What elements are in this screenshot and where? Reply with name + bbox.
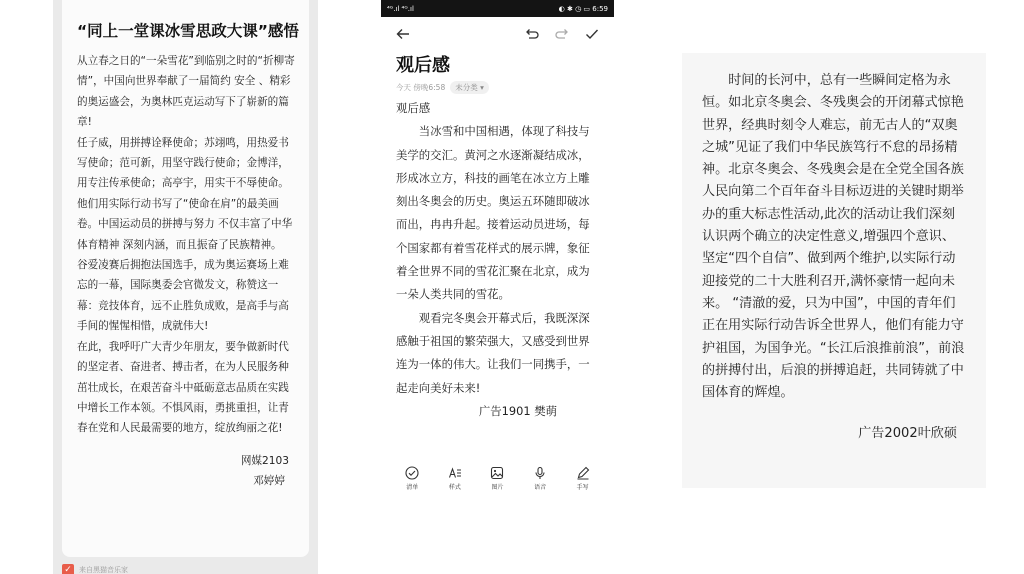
category-dropdown[interactable]: 未分类 ▾ bbox=[450, 81, 489, 94]
left-essay-title: “同上一堂课冰雪思政大课”感悟 bbox=[77, 22, 299, 40]
voice-button[interactable] bbox=[526, 466, 554, 496]
undo-icon[interactable] bbox=[524, 26, 540, 42]
status-icons: ◐ ✱ ◷ ▭ 6:59 bbox=[558, 4, 608, 13]
note-bottom-toolbar bbox=[381, 466, 614, 496]
checkbox-icon[interactable]: ✓ bbox=[62, 564, 74, 574]
tool-label: 语音 bbox=[534, 484, 547, 491]
signal-icon: ⁴ᴳ.ıl ⁴ᴳ.ıl bbox=[387, 4, 414, 13]
note-paragraph: 观看完冬奥会开幕式后，我既深深感触于祖国的繁荣强大，又感受到世界连为一体的伟大。让我们一同携手，一起走向美好未来! bbox=[396, 310, 590, 395]
left-essay-signature bbox=[77, 451, 295, 491]
checklist-button[interactable] bbox=[398, 466, 426, 496]
phone-notes-screen bbox=[381, 0, 614, 500]
tool-label: 手写 bbox=[576, 484, 589, 491]
tool-label: 样式 bbox=[448, 484, 461, 491]
left-essay-paragraph: 任子威，用拼搏诠释使命；苏翊鸣，用热爱书写使命；范可新，用坚守践行使命；金博洋，用专注传承使命；高亭宇，用实干不辱使命。他们用实际行动书写了“使命在肩”的最美画卷。中国运动员的拼搏与努力 不仅丰富了中华体育精神 深刻内涵，而且振奋了民族精神。 bbox=[77, 136, 293, 251]
left-essay-paragraph: 谷爱凌赛后拥抱法国选手，成为奥运赛场上难忘的一幕，国际奥委会官微发文，称赞这一幕：竞技体育，远不止胜负成败，是高手与高手间的惺惺相惜，成就伟大! bbox=[77, 259, 289, 333]
image-icon bbox=[490, 466, 504, 480]
right-essay-signature: 广告2002叶欣硕 bbox=[858, 426, 957, 442]
note-paragraph: 当冰雪和中国相遇，体现了科技与美学的交汇。黄河之水逐渐凝结成冰，形成冰立方，科技的画笔在冰立方上雕刻出冬奥会的历史。奥运五环随即破冰而出，冉冉升起。接着运动员进场，每个国家都有着雪花样式的展示牌，象征着全世界不同的雪花汇聚在北京，成为一朵人类共同的雪花。 bbox=[396, 124, 590, 302]
text-style-button[interactable] bbox=[441, 466, 469, 496]
microphone-icon bbox=[533, 466, 547, 480]
left-essay-paragraph: 在此，我呼吁广大青少年朋友，要争做新时代的坚定者、奋进者、搏击者，在为人民服务种茁壮成长，在艰苦奋斗中砥砺意志品质在实践中增长工作本领。不惧风雨，勇挑重担，让青春在党和人民最需要的地方，绽放绚丽之花! bbox=[77, 340, 289, 435]
right-essay-body bbox=[702, 70, 968, 404]
left-essay-card bbox=[62, 0, 309, 557]
left-panel-footer bbox=[62, 564, 128, 574]
footer-source-text: 来自黑猫音乐家 bbox=[79, 566, 128, 574]
note-timestamp: 今天 傍晚6:58 bbox=[396, 82, 446, 92]
author-class: 网媒2103 bbox=[240, 454, 289, 467]
tool-label: 图片 bbox=[491, 484, 504, 491]
redo-icon[interactable] bbox=[554, 26, 570, 42]
note-signature: 广告1901 樊萌 bbox=[478, 403, 557, 418]
note-title[interactable]: 观后感 bbox=[396, 55, 450, 76]
tool-label: 清单 bbox=[406, 484, 419, 491]
note-meta bbox=[381, 79, 614, 93]
note-body[interactable] bbox=[381, 93, 614, 423]
back-arrow-icon[interactable] bbox=[395, 26, 411, 42]
status-bar bbox=[381, 0, 614, 17]
note-toolbar bbox=[381, 17, 614, 51]
left-essay-paragraph: 从立春之日的“一朵雪花”到临别之时的“折柳寄情”，中国向世界奉献了一届简约 安全 、精彩的奥运盛会，为奥林匹克运动写下了崭新的篇章! bbox=[77, 55, 295, 129]
left-essay-body bbox=[77, 51, 295, 439]
checklist-icon bbox=[405, 466, 419, 480]
confirm-check-icon[interactable] bbox=[584, 26, 600, 42]
author-name: 邓婷婷 bbox=[253, 474, 285, 487]
right-essay-paragraph: 时间的长河中，总有一些瞬间定格为永恒。如北京冬奥会、冬残奥会的开闭幕式惊艳世界，经典时刻令人难忘，前无古人的“双奥之城”见证了我们中华民族笃行不怠的昂扬精神。北京冬奥会、冬残奥会是在全党全国各族人民向第二个百年奋斗目标迈进的关键时期举办的重大标志性活动,此次的活动让我们深刻认识两个确立的决定性意义,增强四个意识、坚定“四个自信”、做到两个维护,以实际行动迎接党的二十大胜利召开,满怀豪情一起向未来。 “清澈的爱，只为中国”，中国的青年们正在用实际行动告诉全世界人，他们有能力守护祖国，为国争光。“长江后浪推前浪”，前浪的拼搏付出，后浪的拼搏追赶，共同铸就了中国体育的辉煌。 bbox=[702, 73, 965, 401]
image-button[interactable] bbox=[483, 466, 511, 496]
right-essay-card bbox=[682, 53, 986, 488]
handwriting-button[interactable] bbox=[569, 466, 597, 496]
note-heading: 观后感 bbox=[396, 101, 431, 115]
text-style-icon bbox=[448, 466, 462, 480]
pen-icon bbox=[576, 466, 590, 480]
